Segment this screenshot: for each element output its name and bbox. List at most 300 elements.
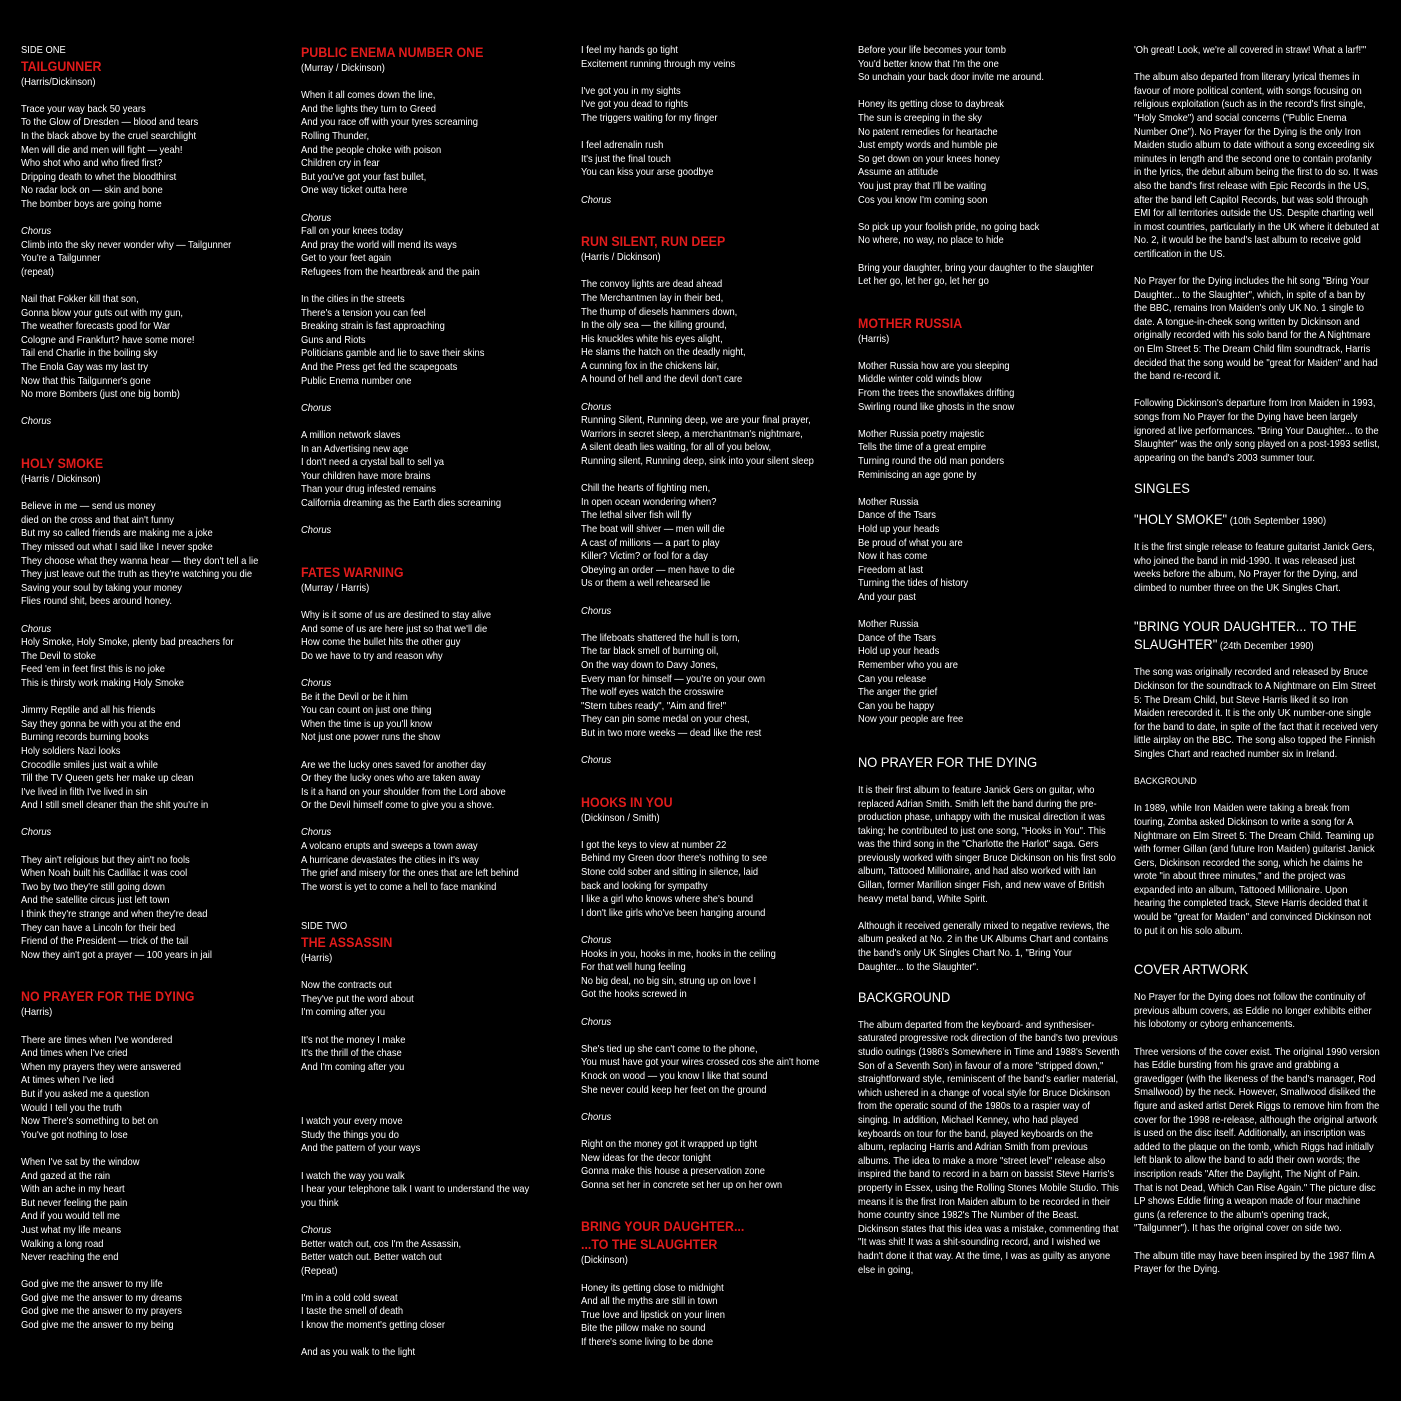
chorus-label: Chorus bbox=[21, 226, 52, 238]
lyric-line: Chill the hearts of fighting men, bbox=[581, 483, 711, 495]
paragraph: The album departed from the keyboard- and synthesiser-saturated progressive rock direction of the band's two previous studio outings (1986's Somewhere in Time and 1988's Seventh Son of a Seventh Son) in favour of a more "stripped down," straightforward style, reminiscent of the band's earlier material, which ushered in a change of vocal style for Bruce Dickinson from the operatic sound of the 1980s to a raspier way of singing. In addition, Michael Kenney, who had played keyboards on tour for the band, played keyboards on the album, replacing Harris and Adrian Smith from previous albums. The idea to make a more "street level" release also inspired the band to record in a barn on bassist Steve Harris's property in Essex, using the Rolling Stones Mobile Studio. This means it is the first Iron Maiden album to be recorded in their home country since 1982's The Number of the Beast. Dickinson states that this idea was a mistake, commenting that "It was shit! It was a shit-sounding record, and I wished we hadn't done it that way. At the time, I was as guilty as anyone else in going, bbox=[858, 1019, 1120, 1276]
side-label: SIDE ONE bbox=[21, 45, 66, 56]
lyric-line: You're a Tailgunner bbox=[21, 253, 101, 265]
lyric-line: The thump of diesels hammers down, bbox=[581, 306, 738, 318]
song-block bbox=[21, 455, 283, 962]
stanza bbox=[858, 360, 1120, 414]
song-block bbox=[301, 920, 563, 1359]
lyric-line: The Merchantmen lay in their bed, bbox=[581, 292, 724, 304]
lyric-line: And you race off with your tyres screaming bbox=[301, 117, 478, 129]
lyric-line: Dance of the Tsars bbox=[858, 632, 936, 644]
lyric-line: No big deal, no big sin, strung up on love I bbox=[581, 975, 757, 987]
lyric-line: God give me the answer to my being bbox=[21, 1320, 174, 1332]
lyric-line: Bite the pillow make no sound bbox=[581, 1323, 706, 1335]
song-title: THE ASSASSIN bbox=[301, 935, 393, 951]
lyric-line: I hear your telephone talk I want to understand the way bbox=[301, 1184, 530, 1196]
chorus-label: Chorus bbox=[301, 402, 332, 414]
stanza bbox=[581, 85, 843, 126]
lyric-line: With an ache in my heart bbox=[21, 1184, 125, 1196]
background-paragraphs bbox=[858, 1019, 1120, 1277]
lyric-line: I feel my hands go tight bbox=[581, 45, 678, 56]
lyric-line: They can have a Lincoln for their bed bbox=[21, 922, 176, 934]
lyric-line: To the Glow of Dresden — blood and tears bbox=[21, 117, 199, 129]
song-title: BRING YOUR DAUGHTER... bbox=[581, 1219, 745, 1235]
lyric-line: Dance of the Tsars bbox=[858, 510, 936, 522]
stanza bbox=[581, 194, 843, 208]
song-credit: (Harris/Dickinson) bbox=[21, 76, 96, 88]
lyric-line: The tar black smell of burning oil, bbox=[581, 646, 719, 658]
stanza bbox=[21, 1278, 283, 1332]
lyric-line: But if you asked me a question bbox=[21, 1088, 150, 1100]
lyric-line: Children cry in fear bbox=[301, 158, 380, 170]
lyric-line: Remember who you are bbox=[858, 659, 959, 671]
lyric-line: California dreaming as the Earth dies screaming bbox=[301, 498, 502, 509]
column-5 bbox=[1134, 44, 1381, 1290]
lyric-line: Refugees from the heartbreak and the pain bbox=[301, 266, 480, 278]
lyric-line: You just pray that I'll be waiting bbox=[858, 180, 987, 192]
lyric-line: Honey its getting close to daybreak bbox=[858, 99, 1004, 111]
song-block bbox=[581, 44, 843, 207]
lyric-line: I taste the smell of death bbox=[301, 1306, 404, 1318]
stanza bbox=[581, 1138, 843, 1192]
lyric-line: I've lived in filth I've lived in sin bbox=[21, 786, 148, 798]
lyric-line: A hurricane devastates the cities in it's way bbox=[301, 854, 479, 866]
lyric-line: Breaking strain is fast approaching bbox=[301, 321, 445, 333]
lyric-line: Running silent, Running deep, sink into your silent sleep bbox=[581, 456, 814, 468]
stanza bbox=[301, 1346, 563, 1360]
lyric-line: But my so called friends are making me a joke bbox=[21, 528, 213, 540]
lyric-line: So get down on your knees honey bbox=[858, 153, 1000, 165]
lyric-line: Friend of the President — trick of the tail bbox=[21, 936, 189, 948]
lyric-line: Saving your soul by taking your money bbox=[21, 582, 182, 594]
chorus-label: Chorus bbox=[301, 827, 332, 839]
lyric-line: Just empty words and humble pie bbox=[858, 140, 998, 152]
lyric-line: The lifeboats shattered the hull is torn, bbox=[581, 632, 740, 644]
stanza bbox=[301, 759, 563, 813]
lyric-line: Walking a long road bbox=[21, 1238, 104, 1250]
lyric-line: If there's some living to be done bbox=[581, 1336, 714, 1348]
stanza bbox=[581, 278, 843, 387]
lyric-line: Warriors in secret sleep, a merchantman's nightmare, bbox=[581, 428, 803, 440]
paragraph: No Prayer for the Dying does not follow the continuity of previous album covers, as Eddie no longer exhibits either his lobotomy or cyborg enhancements. bbox=[1134, 992, 1372, 1031]
lyric-line: Knock on wood — you know I like that sound bbox=[581, 1070, 768, 1082]
stanza bbox=[581, 1282, 843, 1350]
lyric-line: (Repeat) bbox=[301, 1265, 338, 1277]
stanza bbox=[301, 212, 563, 280]
lyric-line: Never reaching the end bbox=[21, 1252, 119, 1264]
lyric-line: Two by two they're still going down bbox=[21, 881, 166, 893]
lyric-line: Mother Russia how are you sleeping bbox=[858, 360, 1010, 372]
paragraph: No Prayer for the Dying includes the hit song "Bring Your Daughter... to the Slaughter", which, in spite of a ban by the BBC, remains Iron Maiden's only UK No. 1 single to date. A tongue-in-cheek song written by Dickinson and originally recorded with his solo band for the A Nightmare on Elm Street 5: The Dream Child film soundtrack, Harris decided that the song would be "great for Maiden" and had the band re-record it. bbox=[1134, 276, 1378, 383]
song-title: HOOKS IN YOU bbox=[581, 794, 673, 810]
lyric-line: I feel adrenalin rush bbox=[581, 140, 664, 152]
column-4-lyrics bbox=[858, 44, 1120, 727]
lyric-line: No more Bombers (just one big bomb) bbox=[21, 389, 180, 401]
lyric-line: She's tied up she can't come to the phone, bbox=[581, 1043, 758, 1055]
lyric-line: Excitement running through my veins bbox=[581, 58, 736, 70]
song-block bbox=[301, 564, 563, 895]
chorus-label: Chorus bbox=[581, 1016, 612, 1028]
lyric-line: No radar lock on — skin and bone bbox=[21, 185, 163, 197]
lyric-line: It's the thrill of the chase bbox=[301, 1048, 402, 1060]
lyric-line: So pick up your foolish pride, no going back bbox=[858, 221, 1040, 233]
stanza bbox=[301, 1088, 563, 1102]
lyric-line: They've put the word about bbox=[301, 993, 414, 1005]
lyric-line: No patent remedies for heartache bbox=[858, 126, 998, 138]
album-notes bbox=[1134, 44, 1381, 465]
lyric-line: Us or them a well rehearsed lie bbox=[581, 578, 711, 590]
lyric-line: Why is it some of us are destined to stay alive bbox=[301, 609, 492, 621]
stanza bbox=[301, 1115, 563, 1156]
lyric-line: They ain't religious but they ain't no fools bbox=[21, 854, 190, 866]
lyric-line: Holy soldiers Nazi looks bbox=[21, 745, 121, 757]
lyric-line: The convoy lights are dead ahead bbox=[581, 279, 723, 291]
lyric-line: No where, no way, no place to hide bbox=[858, 235, 1004, 247]
lyric-line: Holy Smoke, Holy Smoke, plenty bad preachers for bbox=[21, 637, 234, 649]
song-title: FATES WARNING bbox=[301, 564, 404, 580]
song-title: NO PRAYER FOR THE DYING bbox=[21, 989, 195, 1005]
lyric-line: Turning the tides of history bbox=[858, 578, 969, 590]
lyric-line: Stone cold sober and sitting in silence, laid bbox=[581, 867, 759, 879]
lyric-line: Bring your daughter, bring your daughter to the slaughter bbox=[858, 262, 1094, 274]
chorus-label: Chorus bbox=[301, 212, 332, 224]
lyric-line: Now it has come bbox=[858, 551, 928, 563]
lyric-line: In open ocean wondering when? bbox=[581, 496, 717, 508]
stanza bbox=[301, 1170, 563, 1211]
lyric-line: Got the hooks screwed in bbox=[581, 989, 687, 1001]
lyric-line: Tail end Charlie in the boiling sky bbox=[21, 348, 158, 360]
lyric-line: Crocodile smiles just wait a while bbox=[21, 759, 158, 771]
stanza bbox=[21, 623, 283, 691]
lyric-line: Study the things you do bbox=[301, 1129, 399, 1141]
stanza bbox=[581, 934, 843, 1002]
chorus-label: Chorus bbox=[21, 827, 52, 839]
lyric-line: Say they gonna be with you at the end bbox=[21, 718, 181, 730]
lyric-line: They missed out what I said like I never spoke bbox=[21, 542, 213, 553]
single-2-title: "BRING YOUR DAUGHTER... TO THE SLAUGHTER" bbox=[1134, 618, 1357, 653]
lyric-line: Be proud of what you are bbox=[858, 537, 963, 549]
lyric-line: You've got nothing to lose bbox=[21, 1129, 128, 1141]
lyric-line: Running Silent, Running deep, we are your final prayer, bbox=[581, 415, 811, 427]
paragraph: Although it received generally mixed to negative reviews, the album peaked at No. 2 in the UK Albums Chart and contains the band's only UK Singles Chart No. 1, "Bring Your Daughter... to the Slaughter". bbox=[858, 920, 1110, 973]
lyric-line: When it all comes down the line, bbox=[301, 90, 436, 102]
stanza bbox=[581, 44, 843, 71]
lyric-line: Now your people are free bbox=[858, 714, 964, 726]
lyric-line: In the cities in the streets bbox=[301, 294, 405, 306]
stanza bbox=[301, 1292, 563, 1333]
single-1-title: "HOLY SMOKE" bbox=[1134, 511, 1228, 527]
stanza bbox=[581, 139, 843, 180]
chorus-label: Chorus bbox=[301, 677, 332, 689]
side-label: SIDE TWO bbox=[301, 921, 348, 933]
lyric-line: Who shot who and who fired first? bbox=[21, 158, 163, 170]
lyric-line: Public Enema number one bbox=[301, 375, 412, 387]
lyric-line: Gonna blow your guts out with my gun, bbox=[21, 307, 184, 319]
song-credit: (Murray / Dickinson) bbox=[301, 63, 385, 74]
song-title: MOTHER RUSSIA bbox=[858, 315, 963, 331]
lyric-line: Tells the time of a great empire bbox=[858, 442, 987, 454]
lyric-line: Turning round the old man ponders bbox=[858, 456, 1005, 468]
lyric-line: Better watch out. Better watch out bbox=[301, 1252, 442, 1264]
lyric-line: Now There's something to bet on bbox=[21, 1116, 159, 1128]
lyric-line: The grief and misery for the ones that are left behind bbox=[301, 868, 519, 880]
lyric-line: They can pin some medal on your chest, bbox=[581, 714, 750, 726]
lyric-line: How come the bullet hits the other guy bbox=[301, 637, 461, 649]
lyric-line: And pray the world will mend its ways bbox=[301, 239, 457, 251]
lyric-line: Every man for himself — you're on your own bbox=[581, 673, 766, 685]
lyric-line: The lethal silver fish will fly bbox=[581, 510, 692, 522]
lyric-line: He slams the hatch on the deadly night, bbox=[581, 347, 746, 359]
paragraph: The album also departed from literary lyrical themes in favour of more political content, with songs focusing on religious exploitation (such as in the record's first single, "Holy Smoke") and social concerns ("Public Enema Number One"). No Prayer for the Dying is the only Iron Maiden studio album to date without a song exceeding six minutes in length and the second one to contain profanity in the lyrics, the debut album being the first to do so. It was also the band's first release with Epic Records in the US, after the band left Capitol Records, but was sold through EMI for all territories outside the US. Despite charting well in most countries, particularly in the UK where it debuted at No. 2, it would be the band's last album to receive gold certification in the US. bbox=[1134, 72, 1379, 260]
lyric-line: Jimmy Reptile and all his friends bbox=[21, 705, 156, 717]
single-1-text: It is the first single release to feature guitarist Janick Gers, who joined the band in mid-1990. It was released just weeks before the album, No Prayer for the Dying, and climbed to number three on the UK Singles Chart. bbox=[1134, 542, 1375, 594]
song-title-line-2: ...TO THE SLAUGHTER bbox=[581, 1237, 718, 1253]
single-2-date: (24th December 1990) bbox=[1217, 641, 1314, 653]
chorus-label: Chorus bbox=[21, 623, 52, 635]
lyric-line: Now they ain't got a prayer — 100 years in jail bbox=[21, 949, 212, 961]
lyric-line: On the way down to Davy Jones, bbox=[581, 659, 719, 671]
paragraph: Three versions of the cover exist. The original 1990 version has Eddie bursting from his grave and grabbing a gravedigger (with the likeness of the band's manager, Rod Smallwood) by the neck. However, Smallwood disliked the figure and asked artist Derek Riggs to remove him from the cover for the 1998 re-release, although the original artwork is used on the disc itself. Additionally, an inscription was added to the plaque on the tomb, which Riggs had initially left blank to allow the band to add their own words; the inscription reads "After the Daylight, The Night of Pain. That is not Dead, Which Can Rise Again." The picture disc LP shows Eddie firing a weapon made of four machine guns (a reference to the album's opening track, "Tailgunner"). It has the original cover on side two. bbox=[1134, 1046, 1380, 1235]
lyric-line: Fall on your knees today bbox=[301, 226, 404, 238]
paragraph: The album title may have been inspired by the 1987 film A Prayer for the Dying. bbox=[1134, 1250, 1375, 1276]
stanza bbox=[21, 225, 283, 279]
song-credit: (Dickinson) bbox=[581, 1255, 628, 1267]
stanza bbox=[581, 1043, 843, 1097]
lyric-line: Not just one power runs the show bbox=[301, 732, 441, 744]
stanza bbox=[301, 524, 563, 538]
chorus-label: Chorus bbox=[301, 1224, 332, 1236]
lyric-line: Guns and Riots bbox=[301, 334, 366, 346]
stanza bbox=[301, 89, 563, 198]
stanza bbox=[301, 826, 563, 894]
stanza bbox=[858, 428, 1120, 482]
lyric-line: But never feeling the pain bbox=[21, 1197, 128, 1209]
chorus-label: Chorus bbox=[581, 755, 612, 767]
stanza bbox=[581, 632, 843, 741]
background-label: BACKGROUND bbox=[1134, 776, 1197, 788]
lyric-line: Is it a hand on your shoulder from the Lord above bbox=[301, 786, 506, 798]
lyric-line: I've got you in my sights bbox=[581, 85, 681, 97]
column-3 bbox=[581, 44, 843, 1375]
stanza bbox=[301, 677, 563, 745]
lyric-line: Cologne and Frankfurt? have some more! bbox=[21, 334, 195, 346]
lyric-line: You can count on just one thing bbox=[301, 705, 432, 717]
stanza bbox=[21, 500, 283, 609]
lyric-line: I like a girl who knows where she's bound bbox=[581, 894, 754, 906]
lyric-line: And your past bbox=[858, 591, 916, 603]
stanza bbox=[21, 1034, 283, 1143]
lyric-line: From the trees the snowflakes drifting bbox=[858, 388, 1015, 400]
single-1-date: (10th September 1990) bbox=[1227, 516, 1327, 527]
lyric-line: In an Advertising new age bbox=[301, 443, 409, 455]
stanza bbox=[858, 98, 1120, 207]
lyric-line: She never could keep her feet on the ground bbox=[581, 1084, 767, 1096]
stanza bbox=[581, 1111, 843, 1125]
stanza bbox=[21, 293, 283, 402]
lyric-line: And I still smell cleaner than the shit you're in bbox=[21, 800, 209, 812]
lyric-line: A million network slaves bbox=[301, 430, 401, 442]
lyric-line: It's just the final touch bbox=[581, 153, 671, 165]
lyric-line: I'm in a cold cold sweat bbox=[301, 1292, 398, 1304]
stanza bbox=[301, 1224, 563, 1278]
lyric-line: Gonna set her in concrete set her up on her own bbox=[581, 1179, 783, 1191]
lyric-line: Are we the lucky ones saved for another day bbox=[301, 759, 486, 771]
song-block bbox=[21, 988, 283, 1332]
stanza bbox=[301, 293, 563, 388]
chorus-label: Chorus bbox=[301, 525, 332, 537]
chorus-label: Chorus bbox=[581, 401, 612, 413]
lyric-line: Climb into the sky never wonder why — Tailgunner bbox=[21, 239, 232, 251]
lyric-line: died on the cross and that ain't funny bbox=[21, 514, 174, 526]
lyric-line: Rolling Thunder, bbox=[301, 130, 370, 142]
stanza bbox=[21, 854, 283, 963]
stanza bbox=[858, 262, 1120, 289]
lyric-line: In the oily sea — the killing ground, bbox=[581, 320, 727, 332]
lyric-line: God give me the answer to my dreams bbox=[21, 1292, 182, 1304]
lyric-line: The boat will shiver — men will die bbox=[581, 524, 725, 535]
lyric-line: Before your life becomes your tomb bbox=[858, 45, 1006, 56]
lyric-line: The bomber boys are going home bbox=[21, 198, 162, 210]
song-credit: (Harris / Dickinson) bbox=[21, 474, 101, 486]
lyric-line: They choose what they wanna hear — they don't tell a lie bbox=[21, 555, 259, 567]
lyric-line: And the people choke with poison bbox=[301, 144, 442, 156]
song-block bbox=[301, 44, 563, 538]
lyric-line: Let her go, let her go, let her go bbox=[858, 276, 989, 288]
lyric-line: Till the TV Queen gets her make up clean bbox=[21, 773, 194, 785]
lyric-line: Killer? Victim? or fool for a day bbox=[581, 551, 708, 563]
lyric-line: Feed 'em in feet first this is no joke bbox=[21, 664, 166, 676]
stanza bbox=[301, 402, 563, 416]
lyric-line: A cunning fox in the chickens lair, bbox=[581, 360, 720, 372]
paragraph: Following Dickinson's departure from Iron Maiden in 1993, songs from No Prayer for the Dying have been largely ignored at live performances. "Bring Your Daughter... to the Slaughter" was the only song played on a post-1993 setlist, appearing on the band's 2003 summer tour. bbox=[1134, 398, 1380, 464]
lyric-line: back and looking for sympathy bbox=[581, 880, 708, 892]
lyric-line: Swirling round like ghosts in the snow bbox=[858, 401, 1015, 413]
column-1 bbox=[21, 44, 283, 1359]
lyric-line: Now the contracts out bbox=[301, 980, 392, 992]
lyric-line: A cast of millions — a part to play bbox=[581, 537, 720, 549]
song-credit: (Harris / Dickinson) bbox=[581, 252, 661, 264]
lyric-line: Honey its getting close to midnight bbox=[581, 1282, 724, 1294]
lyric-line: I don't like girls who've been hanging around bbox=[581, 907, 766, 919]
stanza bbox=[581, 754, 843, 768]
notes-paragraphs bbox=[858, 784, 1120, 974]
song-credit: (Dickinson / Smith) bbox=[581, 812, 660, 824]
lyric-line: Hooks in you, hooks in me, hooks in the ceiling bbox=[581, 948, 776, 960]
stanza bbox=[858, 618, 1120, 727]
lyric-line: Dripping death to whet the bloodthirst bbox=[21, 171, 177, 183]
lyric-line: And gazed at the rain bbox=[21, 1170, 111, 1182]
lyric-line: Mother Russia bbox=[858, 619, 919, 631]
lyric-line: A hound of hell and the devil don't care bbox=[581, 374, 743, 386]
column-4 bbox=[858, 44, 1120, 1291]
paragraph: 'Oh great! Look, we're all covered in straw! What a larf!'" bbox=[1134, 45, 1367, 56]
stanza bbox=[581, 1016, 843, 1030]
lyric-line: The worst is yet to come a hell to face mankind bbox=[301, 881, 497, 893]
lyric-line: Mother Russia bbox=[858, 496, 919, 508]
lyric-line: The sun is creeping in the sky bbox=[858, 112, 982, 124]
single-1-heading bbox=[1134, 510, 1381, 531]
lyric-line: I got the keys to view at number 22 bbox=[581, 839, 727, 851]
lyric-line: Behind my Green door there's nothing to see bbox=[581, 853, 768, 865]
lyric-line: God give me the answer to my prayers bbox=[21, 1306, 182, 1318]
lyric-line: Be it the Devil or be it him bbox=[301, 691, 408, 703]
stanza bbox=[301, 979, 563, 1020]
lyric-line: There's a tension you can feel bbox=[301, 307, 426, 319]
lyric-line: Nail that Fokker kill that son, bbox=[21, 294, 139, 306]
single-2-heading bbox=[1134, 617, 1381, 656]
stanza bbox=[858, 221, 1120, 248]
lyric-line: I watch the way you walk bbox=[301, 1170, 405, 1182]
stanza bbox=[301, 1034, 563, 1075]
lyric-line: And the satellite circus just left town bbox=[21, 895, 170, 907]
song-title: HOLY SMOKE bbox=[21, 456, 104, 472]
lyric-line: And as you walk to the light bbox=[301, 1347, 416, 1359]
stanza bbox=[21, 1156, 283, 1265]
lyric-line: The anger the grief bbox=[858, 687, 938, 699]
lyric-line: It's not the money I make bbox=[301, 1034, 406, 1046]
lyric-line: Cos you know I'm coming soon bbox=[858, 194, 988, 206]
lyric-line: I'm coming after you bbox=[301, 1007, 386, 1019]
stanza bbox=[581, 605, 843, 619]
lyric-line: And I'm coming after you bbox=[301, 1061, 405, 1073]
stanza bbox=[858, 44, 1120, 85]
lyric-line: Would I tell you the truth bbox=[21, 1102, 122, 1114]
lyric-line: And if you would tell me bbox=[21, 1211, 120, 1223]
lyric-line: You must have got your wires crossed cos she ain't home bbox=[581, 1057, 820, 1069]
song-block bbox=[21, 44, 283, 429]
song-block bbox=[858, 315, 1120, 727]
lyric-line: But you've got your fast bullet, bbox=[301, 171, 427, 183]
lyric-line: Freedom at last bbox=[858, 564, 924, 576]
lyric-line bbox=[301, 1088, 563, 1102]
lyric-line: And the Press get fed the scapegoats bbox=[301, 362, 458, 374]
chorus-label: Chorus bbox=[581, 1111, 612, 1123]
lyric-line: You can kiss your arse goodbye bbox=[581, 167, 714, 179]
cover-paragraphs bbox=[1134, 991, 1381, 1276]
paragraph: It is their first album to feature Janick Gers on guitar, who replaced Adrian Smith. Smith left the band during the pre-production phase, unhappy with the musical direction it was taking; he contributed to just one song, "Hooks in You". This was the third song in the "Charlotte the Harlot" saga. Gers previously worked with singer Bruce Dickinson on his first solo album, Tattooed Millionaire, and had also worked with Ian Gillan, former Marillion singer Fish, and new wave of British heavy metal band, White Spirit. bbox=[858, 784, 1116, 905]
lyric-line: When the time is up you'll know bbox=[301, 718, 432, 730]
lyric-line: Gonna make this house a preservation zone bbox=[581, 1166, 765, 1178]
background-text: In 1989, while Iron Maiden were taking a break from touring, Zomba asked Dickinson to write a song for A Nightmare on Elm Street 5: The Dream Child. Teaming up with former Gillan (and future Iron Maiden) guitarist Janick Gers, Dickinson recorded the song, which he claims he wrote "in about three minutes," and the project was expanded into an album, Tattooed Millionaire. Upon hearing the completed track, Steve Harris decided that it would be "great for Maiden" and convinced Dickinson not to put it on his solo album. bbox=[1134, 803, 1375, 937]
lyric-line: Politicians gamble and lie to save their skins bbox=[301, 348, 485, 360]
song-title: PUBLIC ENEMA NUMBER ONE bbox=[301, 45, 484, 60]
lyric-line: A volcano erupts and sweeps a town away bbox=[301, 841, 478, 853]
chorus-label: Chorus bbox=[581, 194, 612, 206]
stanza bbox=[21, 103, 283, 212]
chorus-label: Chorus bbox=[581, 935, 612, 947]
lyric-line: Can you release bbox=[858, 673, 927, 685]
lyric-line: A silent death lies waiting, for all of you below, bbox=[581, 442, 772, 454]
lyric-line: Hold up your heads bbox=[858, 646, 940, 658]
lyric-line: And some of us are here just so that we'll die bbox=[301, 623, 488, 635]
lyric-line: True love and lipstick on your linen bbox=[581, 1309, 725, 1321]
lyric-line: They just leave out the truth as they're watching you die bbox=[21, 569, 253, 581]
lyric-line: God give me the answer to my life bbox=[21, 1279, 163, 1291]
lyric-line: Flies round shit, bees around honey. bbox=[21, 596, 172, 608]
lyric-line: Now that this Tailgunner's gone bbox=[21, 375, 151, 387]
lyric-line: For that well hung feeling bbox=[581, 962, 686, 974]
lyric-line: There are times when I've wondered bbox=[21, 1034, 173, 1046]
song-block bbox=[581, 1218, 843, 1349]
background-heading: BACKGROUND bbox=[858, 988, 951, 1005]
lyric-line: But in two more weeks — dead like the rest bbox=[581, 727, 762, 739]
lyric-line: Obeying an order — men have to die bbox=[581, 564, 735, 576]
cover-heading: COVER ARTWORK bbox=[1134, 961, 1249, 978]
song-block bbox=[581, 794, 843, 1193]
lyric-line: (repeat) bbox=[21, 266, 54, 278]
lyric-line: When I've sat by the window bbox=[21, 1156, 140, 1168]
lyric-line: Your children have more brains bbox=[301, 470, 431, 482]
